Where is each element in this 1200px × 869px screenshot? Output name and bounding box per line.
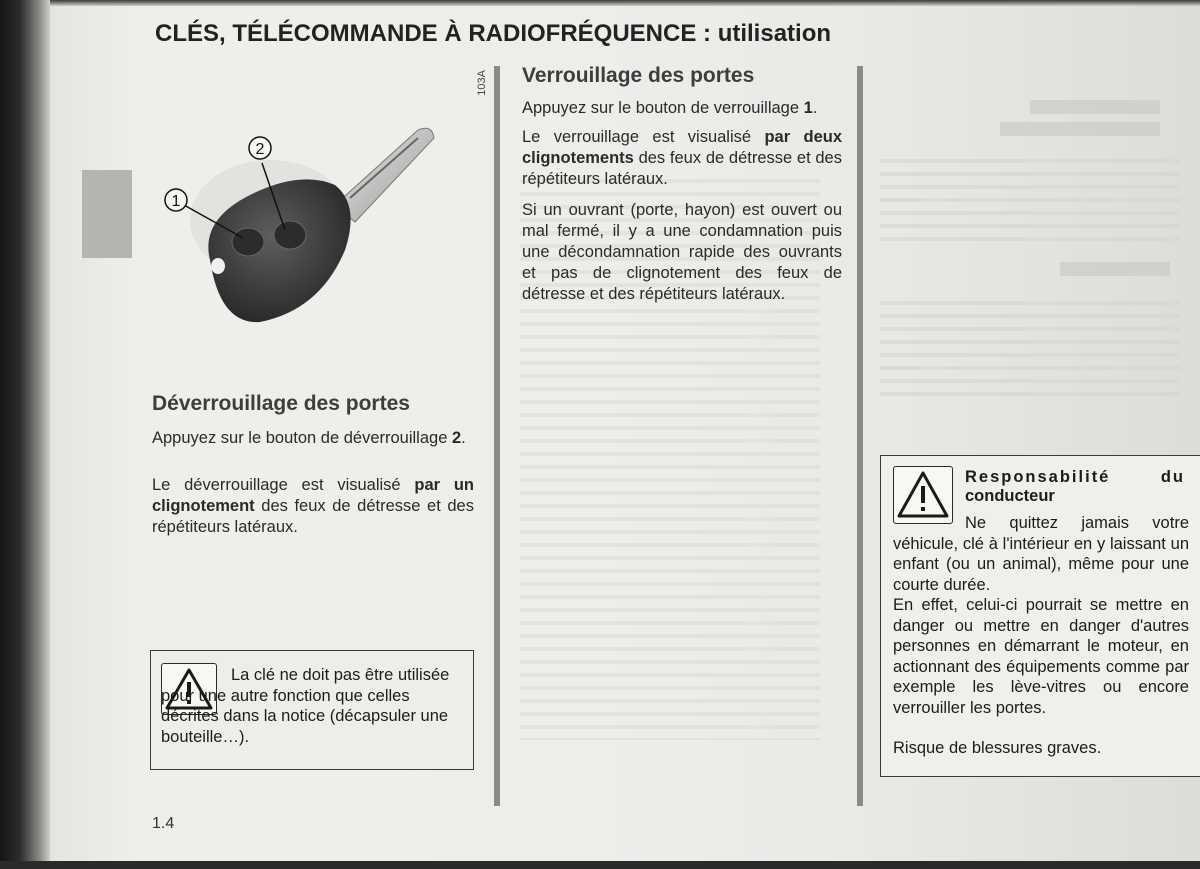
unlock-heading: Déverrouillage des portes [152,392,410,415]
bleed-through-heading [1060,262,1170,276]
lock-p2-end: des feux de détresse et des répétiteurs latéraux. [522,149,842,188]
warning-driver-title-line1 [965,468,1185,487]
lock-p1-text: Appuyez sur le bouton de verrouillage [522,99,804,117]
column-bar-lock [494,66,500,806]
binding-edge [0,0,50,869]
warning-driver-text-3: Risque de blessures graves. [893,739,1102,757]
bottom-shadow [0,861,1200,869]
bleed-through-text [880,292,1180,402]
lock-button-1 [232,228,264,256]
unlock-button-2 [274,221,306,249]
key-ring-hole [211,258,225,274]
page-title [155,20,831,48]
lock-p2-bold: par deux clignotements [522,128,842,167]
unlock-p2-text: Le déverrouillage est visualisé [152,476,415,494]
key-fob-illustration [150,110,450,350]
callout-label-2: 2 [255,141,265,158]
title-word-du: du [1160,468,1185,486]
page-number: 1.4 [152,815,175,832]
unlock-paragraph-2 [152,475,474,538]
section-tab-marker [82,170,132,258]
title-word-responsabilite: Responsabilité [965,468,1111,486]
bleed-through-heading [1030,100,1160,114]
unlock-p2-end: des feux de détresse et des répétiteurs latéraux. [152,497,474,536]
bleed-through-heading [1000,122,1160,136]
lock-paragraph-2 [522,127,842,190]
warning-driver-title [965,468,1185,506]
warning-key-use-text: La clé ne doit pas être utilisée pour une autre fonction que celles décrites dans la notice (décapsuler une bouteille…). [161,666,450,746]
title-main: CLÉS, TÉLÉCOMMANDE À RADIOFRÉQUENCE [155,20,697,47]
title-word-conducteur: conducteur [965,487,1055,505]
title-suffix: : utilisation [696,20,832,47]
lock-heading: Verrouillage des portes [522,64,755,87]
column-bar-right [857,66,863,806]
bleed-through-text [880,150,1180,250]
unlock-p2-bold: par un clignotement [152,476,474,515]
unlock-p1-end: . [461,429,466,447]
figure-reference: 103A [476,70,488,96]
lock-paragraph-3: Si un ouvrant (porte, hayon) est ouvert ou mal fermé, il y a une condamnation puis une décondamnation rapide des ouvrants et pas de clignotement des feux de détresse et des répétiteurs latéraux. [522,201,842,303]
key-blade [335,128,434,222]
lock-p2-text: Le verrouillage est visualisé [522,128,765,146]
unlock-paragraph-1 [152,428,474,449]
top-shadow [0,0,1200,6]
lock-p1-end: . [812,99,818,117]
warning-driver-text-2: En effet, celui-ci pourrait se mettre en danger ou mettre en danger d'autres personnes en démarrant le moteur, en actionnant des équipements comme par exemple les lève-vitres ou encore verrouiller les portes. [893,596,1189,717]
unlock-p1-number: 2 [451,429,462,447]
lock-paragraph-1 [522,98,842,119]
lock-p1-number: 1 [803,99,813,117]
unlock-p1-text: Appuyez sur le bouton de déverrouillage [152,429,452,447]
warning-box-driver-responsibility [880,455,1200,777]
warning-box-key-use [150,650,474,770]
warning-driver-text-1: Ne quittez jamais votre véhicule, clé à l'intérieur en y laissant un enfant (ou un animal), même pour une courte durée. [893,514,1189,594]
callout-label-1: 1 [171,193,181,210]
